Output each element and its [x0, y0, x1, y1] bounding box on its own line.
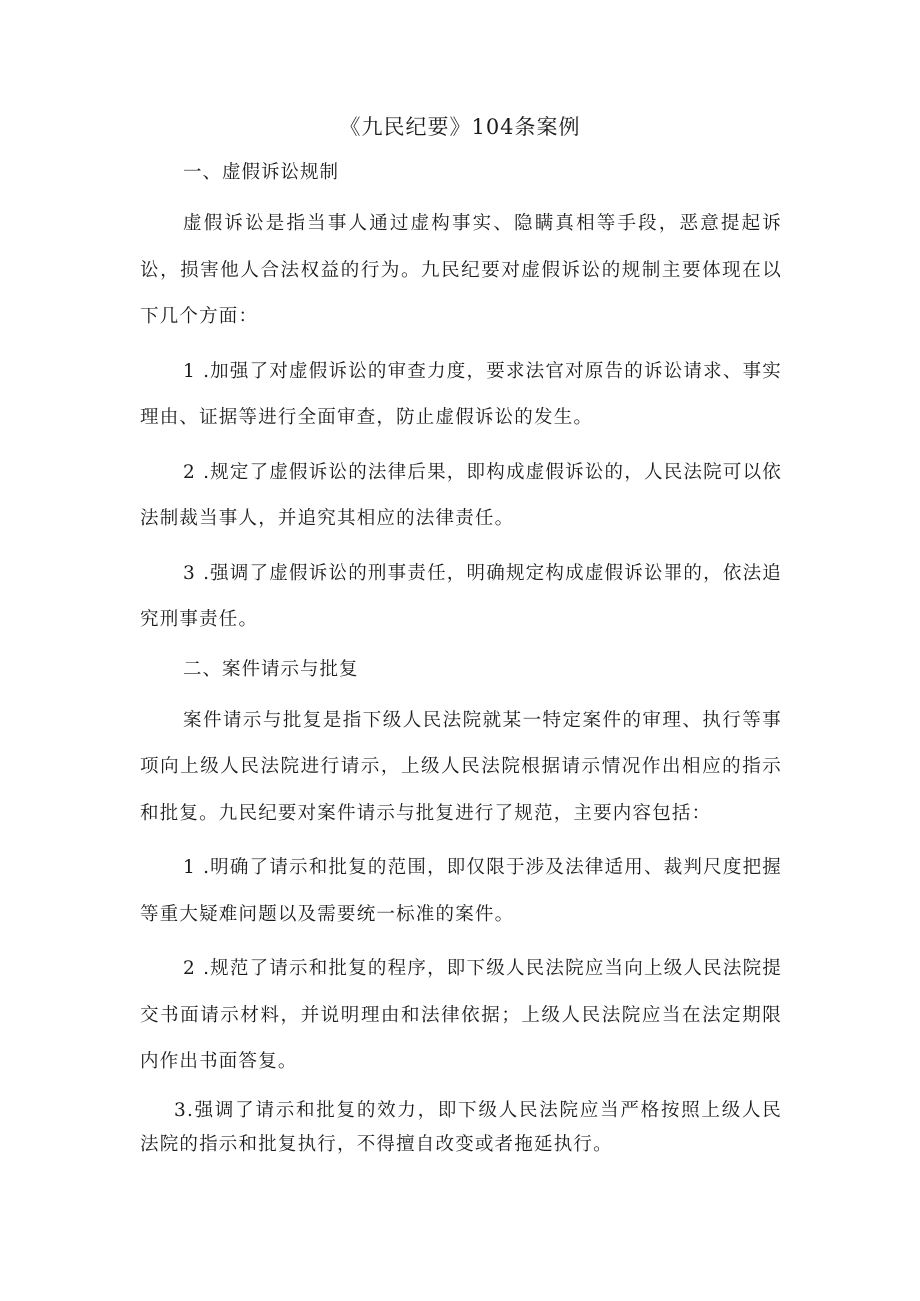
- section-1-intro: 虚假诉讼是指当事人通过虚构事实、隐瞒真相等手段，恶意提起诉讼，损害他人合法权益的行为。九民纪要对虚假诉讼的规制主要体现在以下几个方面：: [140, 213, 782, 327]
- section-1-item-3: 3 .强调了虚假诉讼的刑事责任，明确规定构成虚假诉讼罪的，依法追究刑事责任。: [140, 562, 782, 630]
- section-1-item-1: 1 .加强了对虚假诉讼的审查力度，要求法官对原告的诉讼请求、事实理由、证据等进行全面审查，防止虚假诉讼的发生。: [140, 360, 782, 428]
- document-title: 《九民纪要》104条案例: [339, 115, 581, 139]
- section-heading-1: 一、虚假诉讼规制: [183, 162, 340, 183]
- document-body: [140, 155, 782, 1162]
- section-heading-2: 二、案件请示与批复: [183, 658, 359, 680]
- section-2-item-1: 1 .明确了请示和批复的范围，即仅限于涉及法律适用、裁判尺度把握等重大疑难问题以及需要统一标准的案件。: [140, 857, 782, 925]
- section-2-intro: 案件请示与批复是指下级人民法院就某一特定案件的审理、执行等事项向上级人民法院进行请示，上级人民法院根据请示情况作出相应的指示和批复。九民纪要对案件请示与批复进行了规范，主要内容包括：: [140, 709, 782, 824]
- section-1-item-2: 2 .规定了虚假诉讼的法律后果，即构成虚假诉讼的，人民法院可以依法制裁当事人，并追究其相应的法律责任。: [140, 461, 782, 529]
- section-2-item-2: 2 .规范了请示和批复的程序，即下级人民法院应当向上级人民法院提交书面请示材料，并说明理由和法律依据；上级人民法院应当在法定期限内作出书面答复。: [140, 958, 782, 1072]
- section-2-item-3: 3.强调了请示和批复的效力，即下级人民法院应当严格按照上级人民法院的指示和批复执行，不得擅自改变或者拖延执行。: [140, 1099, 782, 1155]
